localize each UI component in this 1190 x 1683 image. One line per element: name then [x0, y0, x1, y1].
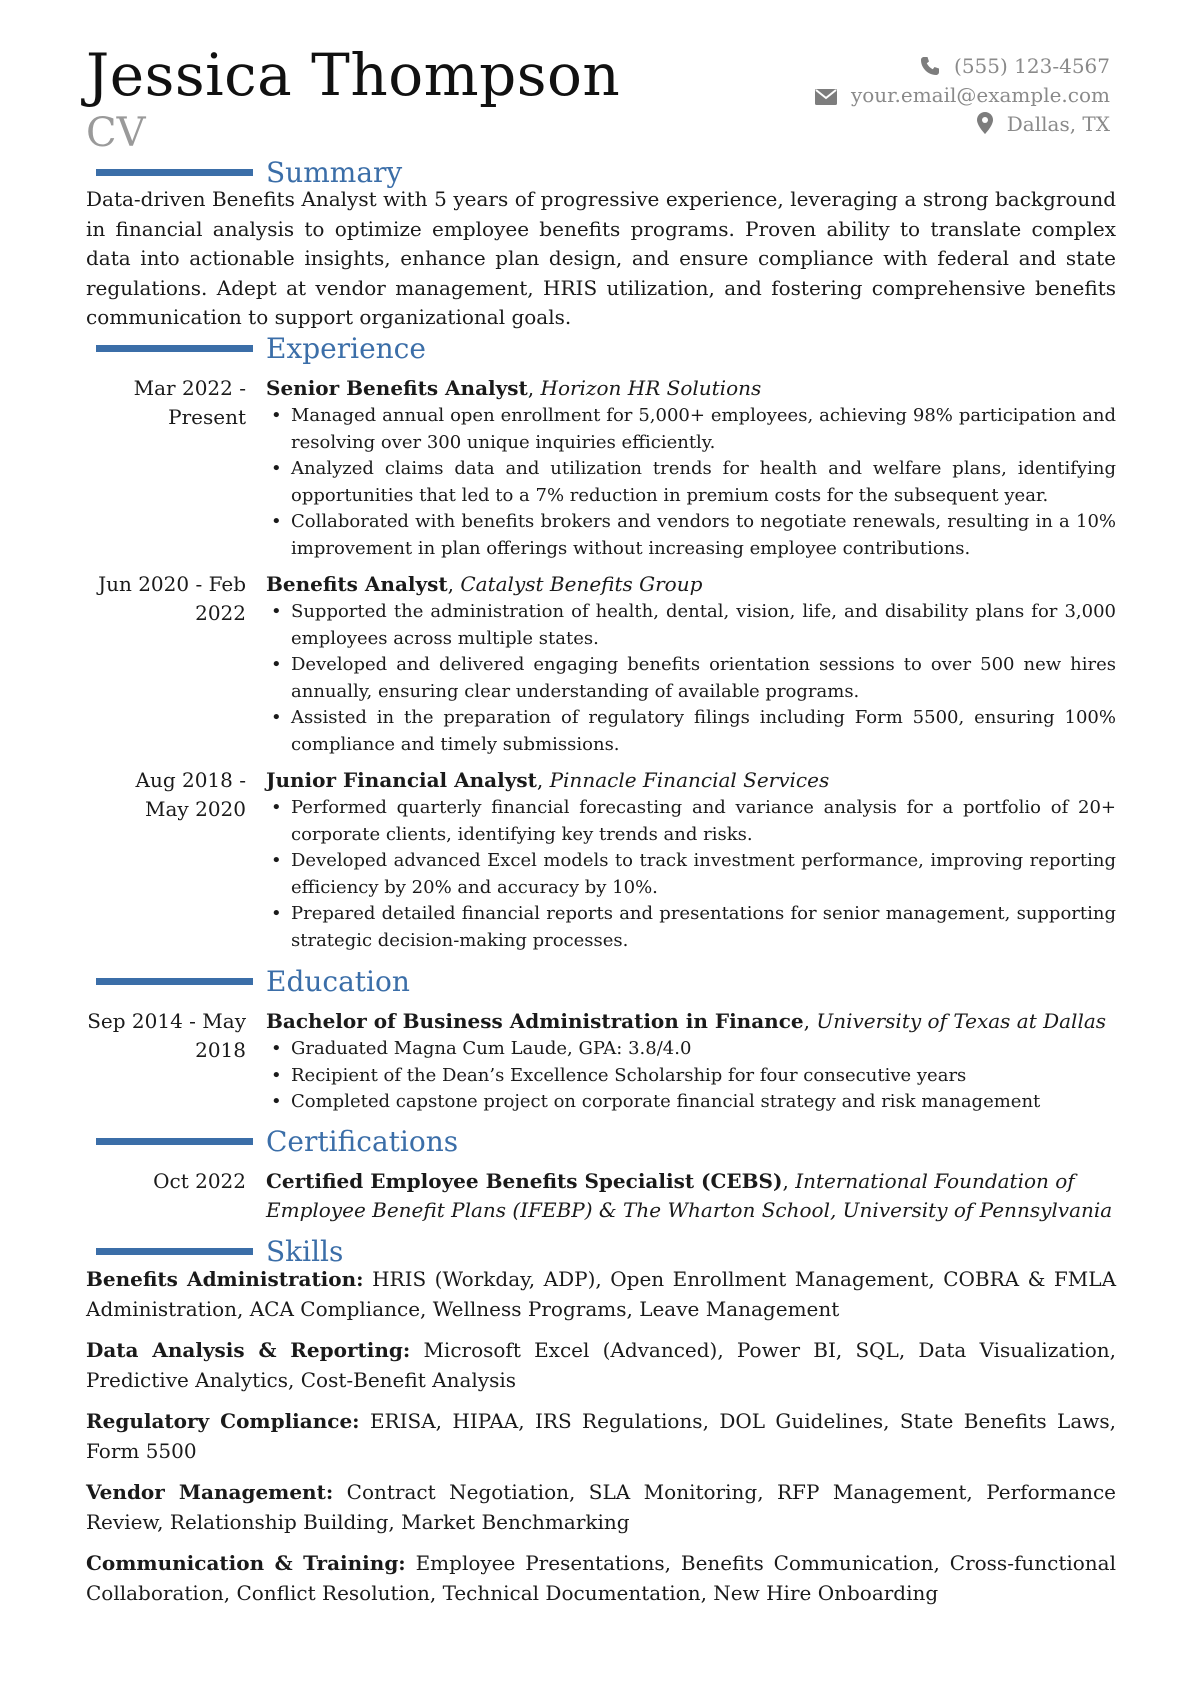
list-item: • Recipient of the Dean’s Excellence Scholarship for four consecutive years: [266, 1063, 1116, 1090]
list-item: • Completed capstone project on corporate financial strategy and risk management: [266, 1089, 1116, 1116]
job-title: Senior Benefits Analyst: [266, 376, 528, 400]
map-marker-icon: [977, 112, 1007, 136]
company-name: Horizon HR Solutions: [540, 376, 762, 400]
skills-title: Skills: [266, 1235, 344, 1268]
achievement-list: [266, 795, 1116, 954]
skill-group: [86, 1336, 1116, 1395]
cv-page: Jessica Thompson CV (555) 123-4567 your.email@example.com Dallas, TX Summary Data-driven Benefits Analyst with 5 years of progressive experience, leveraging a strong background in financial analysis to optimize employee benefits programs. Proven ability to translate complex data into actionable insights, enhance plan design, and ensure compliance with federal and state regulations. Adept at vendor management, HRIS utilization, and fostering comprehensive benefits communication to support organizational goals. Experience Mar 2022 - Present Senior Benefits Analyst, Horizon HR Solutions • Managed annual open enrollment for 5,000+ employees, achieving 98% participation and resolving over 300 unique inquiries efficiently. • Analyzed claims data and utilization trends for health and welfare plans, identifying opportunities that led to a 7% reduction in premium costs for the subsequent year. • Collaborated with benefits brokers and vendors to negotiate renewals, resulting in a 10% improvement in plan offerings without increasing employee contributions. Jun 2020 - Feb 2022 Benefits Analyst, Catalyst Benefits Group • Supported the administration of health, dental, vision, life, and disability plans for 3,000 employees across multiple states. • Developed and delivered engaging benefits orientation sessions to over 500 new hires annually, ensuring clear understanding of available programs. • Assisted in the preparation of regulatory filings including Form 5500, ensuring 100% compliance and timely submissions. Aug 2018 - May 2020 Junior Financial Analyst, Pinnacle Financial Services • Performed quarterly financial forecasting and variance analysis for a portfolio of 20+ corporate clients, identifying key trends and risks. • Developed advanced Excel models to track investment performance, improving reporting efficiency by 20% and accuracy by 10%. • Prepared detailed financial reports and presentations for senior management, supporting strategic decision-making processes. Education Sep 2014 - May 2018 Bachelor of Business Administration in Finance, University of Texas at Dallas • Graduated Magna Cum Laude, GPA: 3.8/4.0 • Recipient of the Dean’s Excellence Scholarship for four consecutive years • Completed capstone project on corporate financial strategy and risk management Certifications Oct 2022 Certified Employee Benefits Specialist (CEBS), International Foundation of Employee Benefit Plans (IFEBP) & The Wharton School, University of Pennsylvania Skills Benefits Administration: HRIS (Workday, ADP), Open Enrollment Management, COBRA & FMLA Administration, ACA Compliance, Wellness Programs, Leave Management Data Analysis & Reporting: Microsoft Excel (Advanced), Power BI, SQL, Data Visualization, Predictive Analytics, Cost-Benefit Analysis Regulatory Compliance: ERISA, HIPAA, IRS Regulations, DOL Guidelines, State Benefits Laws, Form 5500 Vendor Management: Contract Negotiation, SLA Monitoring, RFP Management, Performance Review, Relationship Building, Market Benchmarking Communication & Training: Employee Presentations, Benefits Communication, Cross-functional Collaboration, Conflict Resolution, Technical Documentation, New Hire Onboarding: [0, 0, 1190, 1683]
summary-title: Summary: [266, 156, 403, 189]
degree-title: Bachelor of Business Administration in Finance: [266, 1009, 804, 1033]
list-item: • Developed advanced Excel models to track investment performance, improving reporting efficiency by 20% and accuracy by 10%.: [266, 848, 1116, 901]
entry-date: Sep 2014 - May 2018: [87, 1009, 246, 1062]
skill-list: HRIS (Workday, ADP), Open Enrollment Management, COBRA & FMLA Administration, ACA Compliance, Wellness Programs, Leave Management: [86, 1267, 1117, 1321]
skill-category: Communication & Training:: [86, 1551, 406, 1575]
phone-text: (555) 123-4567: [954, 54, 1110, 78]
list-item: • Prepared detailed financial reports and presentations for senior management, supporting strategic decision-making processes.: [266, 901, 1116, 954]
section-rule: [96, 169, 253, 176]
envelope-icon: [815, 83, 851, 107]
section-rule: [96, 345, 253, 352]
contact-phone[interactable]: [815, 52, 1110, 81]
job-title: Junior Financial Analyst: [266, 768, 537, 792]
entry-date: Aug 2018 - May 2020: [135, 768, 246, 821]
achievement-list: [266, 599, 1116, 758]
document-subtitle: CV: [86, 110, 146, 156]
email-text: your.email@example.com: [850, 83, 1110, 107]
company-name: Catalyst Benefits Group: [460, 572, 703, 596]
education-details-list: [266, 1036, 1116, 1116]
skill-list: Employee Presentations, Benefits Communication, Cross-functional Collaboration, Conflict Resolution, Technical Documentation, New Hire Onboarding: [86, 1551, 1116, 1605]
skill-list: ERISA, HIPAA, IRS Regulations, DOL Guidelines, State Benefits Laws, Form 5500: [86, 1409, 1116, 1463]
certifications-title: Certifications: [266, 1125, 459, 1158]
skill-list: Contract Negotiation, SLA Monitoring, RFP Management, Performance Review, Relationship Building, Market Benchmarking: [86, 1480, 1116, 1534]
section-rule: [96, 1248, 253, 1255]
list-item: • Analyzed claims data and utilization trends for health and welfare plans, identifying opportunities that led to a 7% reduction in premium costs for the subsequent year.: [266, 456, 1116, 509]
entry-date: Jun 2020 - Feb 2022: [98, 572, 246, 625]
contact-email[interactable]: [815, 81, 1110, 110]
issuer-name: International Foundation of Employee Benefit Plans (IFEBP) & The Wharton School, University of Pennsylvania: [266, 1169, 1113, 1222]
skill-group: [86, 1549, 1116, 1608]
education-title: Education: [266, 965, 410, 998]
skill-group: [86, 1265, 1116, 1324]
entry-date: Mar 2022 - Present: [133, 376, 246, 429]
skill-list: Microsoft Excel (Advanced), Power BI, SQL, Data Visualization, Predictive Analytics, Cost-Benefit Analysis: [86, 1338, 1117, 1392]
achievement-list: [266, 403, 1116, 562]
contact-location: [815, 110, 1110, 139]
skill-group: [86, 1407, 1116, 1466]
section-rule: [96, 978, 253, 985]
list-item: • Collaborated with benefits brokers and vendors to negotiate renewals, resulting in a 10% improvement in plan offerings without increasing employee contributions.: [266, 509, 1116, 562]
list-item: • Performed quarterly financial forecasting and variance analysis for a portfolio of 20+ corporate clients, identifying key trends and risks.: [266, 795, 1116, 848]
location-text: Dallas, TX: [1006, 112, 1110, 136]
list-item: • Managed annual open enrollment for 5,000+ employees, achieving 98% participation and resolving over 300 unique inquiries efficiently.: [266, 403, 1116, 456]
summary-text: Data-driven Benefits Analyst with 5 years of progressive experience, leveraging a strong background in financial analysis to optimize employee benefits programs. Proven ability to translate complex data into actionable insights, enhance plan design, and ensure compliance with federal and state regulations. Adept at vendor management, HRIS utilization, and fostering comprehensive benefits communication to support organizational goals.: [86, 187, 1116, 329]
list-item: • Supported the administration of health, dental, vision, life, and disability plans for 3,000 employees across multiple states.: [266, 599, 1116, 652]
job-title: Benefits Analyst: [266, 572, 448, 596]
list-item: • Developed and delivered engaging benefits orientation sessions to over 500 new hires annually, ensuring clear understanding of available programs.: [266, 652, 1116, 705]
contact-info: [815, 52, 1110, 139]
candidate-name: Jessica Thompson: [86, 41, 621, 109]
institution-name: University of Texas at Dallas: [816, 1009, 1107, 1033]
skill-group: [86, 1478, 1116, 1537]
skill-category: Benefits Administration:: [86, 1267, 364, 1291]
company-name: Pinnacle Financial Services: [549, 768, 830, 792]
list-item: • Assisted in the preparation of regulatory filings including Form 5500, ensuring 100% compliance and timely submissions.: [266, 705, 1116, 758]
list-item: • Graduated Magna Cum Laude, GPA: 3.8/4.0: [266, 1036, 1116, 1063]
section-rule: [96, 1138, 253, 1145]
certification-title: Certified Employee Benefits Specialist (CEBS): [266, 1169, 783, 1193]
phone-icon: [920, 54, 954, 78]
entry-date: Oct 2022: [153, 1169, 246, 1193]
experience-title: Experience: [266, 332, 426, 365]
skill-category: Vendor Management:: [86, 1480, 334, 1504]
skill-category: Data Analysis & Reporting:: [86, 1338, 411, 1362]
skill-category: Regulatory Compliance:: [86, 1409, 360, 1433]
